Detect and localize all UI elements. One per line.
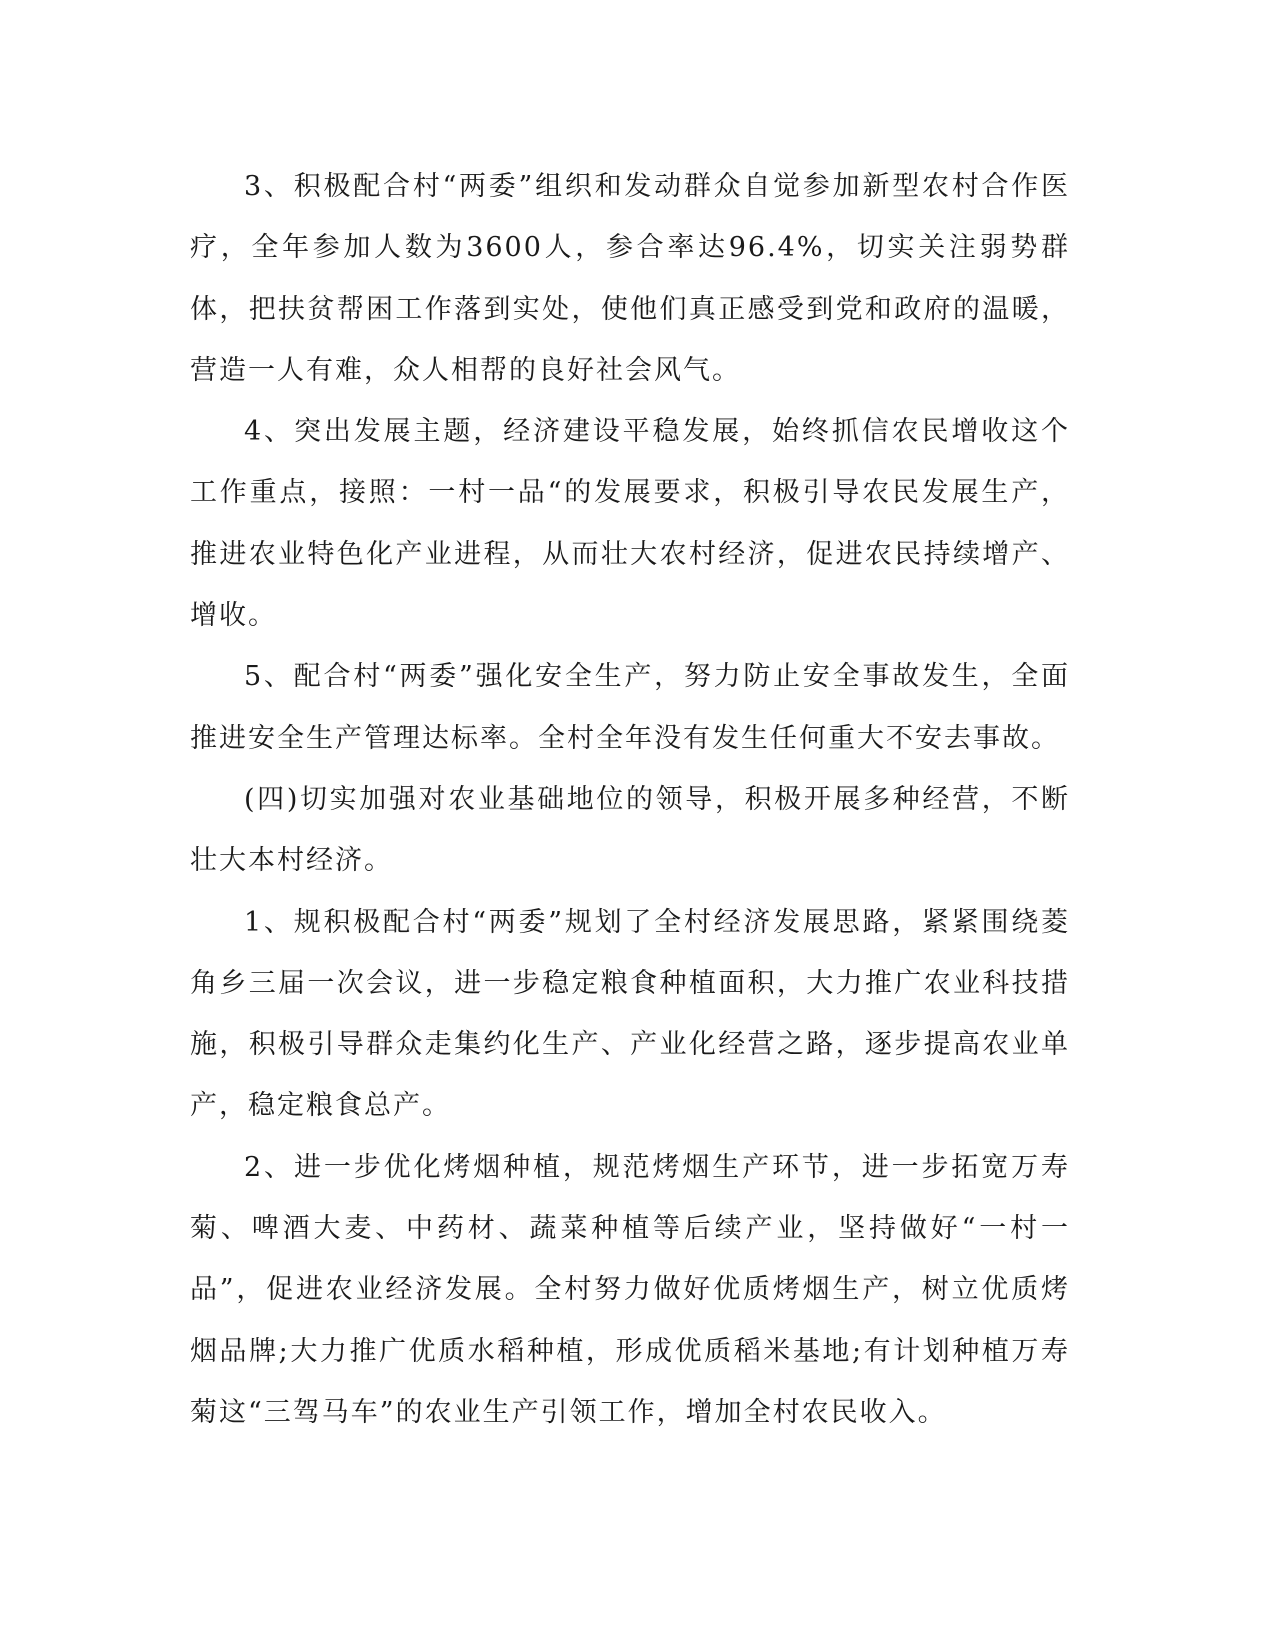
paragraph-economic-planning: 1、规积极配合村“两委”规划了全村经济发展思路，紧紧围绕菱角乡三届一次会议，进一步稳定粮食种植面积，大力推广农业科技措施，积极引导群众走集约化生产、产业化经营之路，逐步提高农业单产，稳定粮食总产。 (190, 906, 1070, 1122)
document-body (190, 156, 1070, 1443)
paragraph-medical-cooperation: 3、积极配合村“两委”组织和发动群众自觉参加新型农村合作医疗，全年参加人数为3600人，参合率达96.4%，切实关注弱势群体，把扶贫帮困工作落到实处，使他们真正感受到党和政府的温暖，营造一人有难，众人相帮的良好社会风气。 (190, 171, 1070, 386)
paragraph-economic-development: 4、突出发展主题，经济建设平稳发展，始终抓信农民增收这个工作重点，接照：一村一品“的发展要求，积极引导农民发展生产，推进农业特色化产业进程，从而壮大农村经济，促进农民持续增产、增收。 (190, 416, 1070, 632)
paragraph-safety-production: 5、配合村“两委”强化安全生产，努力防止安全事故发生，全面推进安全生产管理达标率。全村全年没有发生任何重大不安去事故。 (190, 661, 1070, 754)
section-heading-agriculture: (四)切实加强对农业基础地位的领导，积极开展多种经营，不断壮大本村经济。 (190, 783, 1070, 877)
paragraph-tobacco-planting: 2、进一步优化烤烟种植，规范烤烟生产环节，进一步拓宽万寿菊、啤酒大麦、中药材、蔬菜种植等后续产业，坚持做好“一村一品”，促进农业经济发展。全村努力做好优质烤烟生产，树立优质烤烟品牌;大力推广优质水稻种植，形成优质稻米基地;有计划种植万寿菊这“三驾马车”的农业生产引领工作，增加全村农民收入。 (190, 1151, 1070, 1428)
